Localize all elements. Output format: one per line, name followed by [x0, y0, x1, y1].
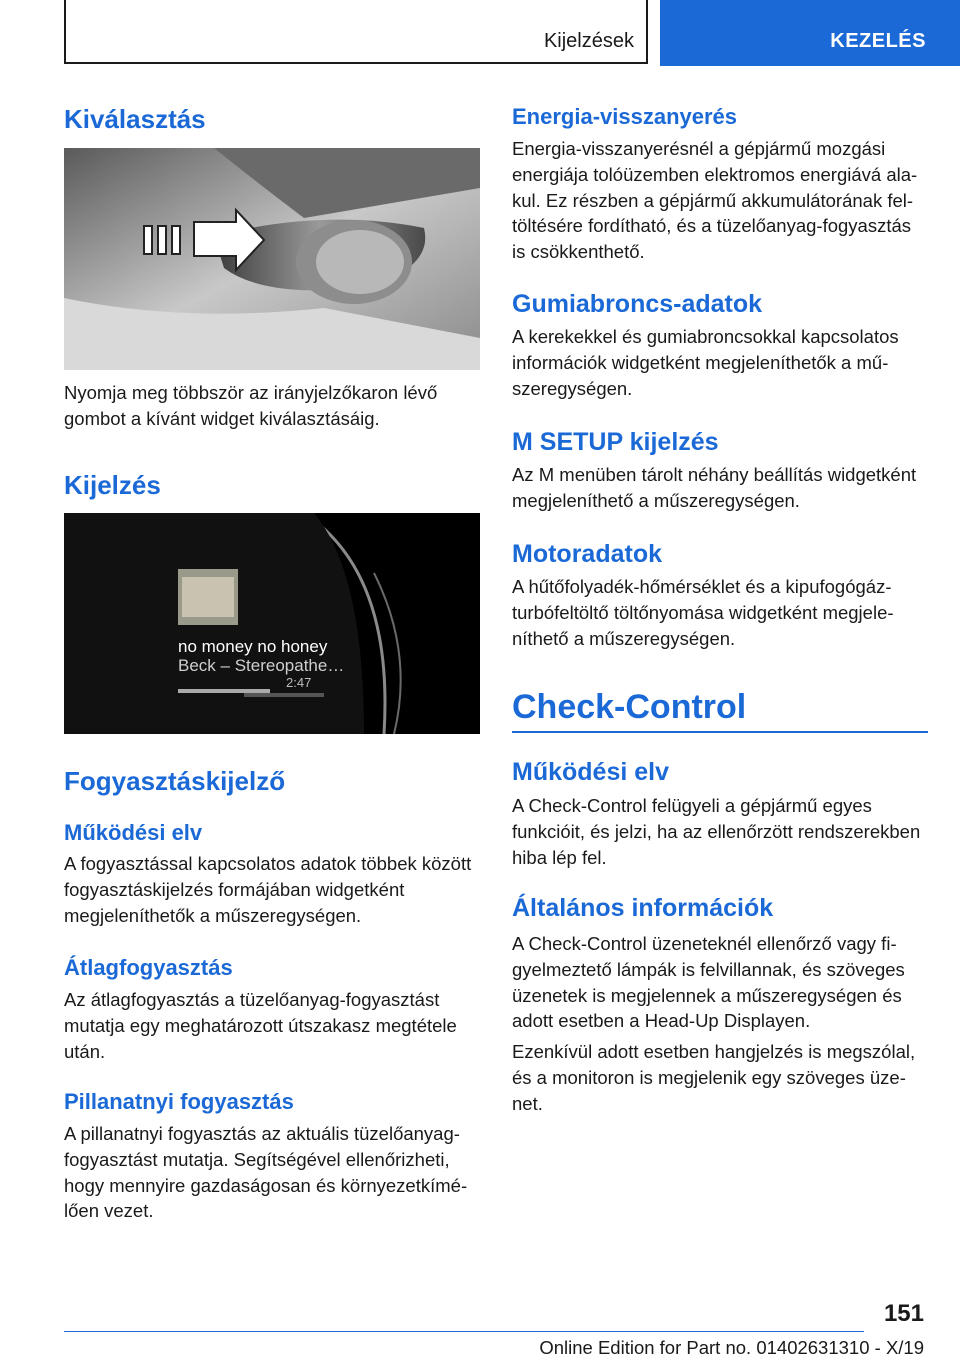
heading-display: Kijelzés [64, 470, 161, 500]
paragraph-select: Nyomja meg többször az irányjelzőkaron lévő gombot a kívánt widget kiválasztásáig. [64, 382, 438, 429]
header-chapter-tab [660, 0, 960, 66]
heading-average: Átlagfogyasztás [64, 955, 233, 980]
heading-tyre: Gumiabroncs-adatok [512, 290, 763, 318]
heading-msetup: M SETUP kijelzés [512, 428, 719, 456]
paragraph-cc-principle: A Check-Control felügyeli a gépjármű egyes funkcióit, és jelzi, ha az ellenőrzött rendszerekben hiba lép fel. [512, 795, 921, 868]
display-track-title: no money no honey [178, 637, 328, 656]
paragraph-general-2: Ezenkívül adott esetben hangjelzés is megszólal, és a monitoron is megjelenik egy szöveges üzenet. [512, 1041, 916, 1114]
chapter-title: KEZELÉS [830, 30, 926, 52]
heading-energy: Energia-visszanyerés [512, 104, 738, 129]
paragraph-energy: Energia-visszanyerésnél a gépjármű mozgási energiája tolóüzemben elektromos energiává alakul. Ez részben a gépjármű akkumulátorának feltöltésére fordítható, és a tüzelőanyag-fogyasztás is csökkenthető. [512, 138, 918, 263]
heading-cc-principle: Működési elv [512, 758, 669, 786]
section-title: Kijelzések [543, 30, 634, 52]
paragraph-tyre: A kerekekkel és gumiabroncsokkal kapcsolatos információk widgetként megjeleníthetők a műszeregységen. [512, 326, 899, 399]
footer-divider [64, 1331, 864, 1332]
paragraph-msetup: Az M menüben tárolt néhány beállítás widgetként megjeleníthető a műszeregységen. [512, 464, 917, 511]
page-number: 151 [883, 1300, 924, 1327]
heading-select: Kiválasztás [64, 104, 206, 134]
paragraph-current: A pillanatnyi fogyasztás az aktuális tüzelőanyag-fogyasztást mutatja. Segítségével ellenőrizheti, hogy mennyire gazdaságosan és környezetkímélően vezet. [64, 1123, 468, 1222]
cluster-display-image [64, 513, 480, 734]
heading-consumption: Fogyasztáskijelző [64, 766, 286, 796]
header-section-box [64, 0, 648, 64]
display-track-time: 2:47 [286, 675, 312, 690]
heading-principle: Működési elv [64, 820, 203, 845]
paragraph-general-1: A Check-Control üzeneteknél ellenőrző vagy figyelmeztető lámpák is felvillannak, és szöveges üzenetek is megjelennek a műszeregységen és adott esetben a Head-Up Displayen. [512, 933, 905, 1032]
heading-current: Pillanatnyi fogyasztás [64, 1089, 294, 1114]
paragraph-principle: A fogyasztással kapcsolatos adatok többek között fogyasztáskijelzés formájában widgetként megjeleníthetők a műszeregységen. [64, 853, 472, 926]
check-control-divider [512, 731, 928, 733]
turn-signal-lever-image [64, 148, 480, 370]
footer-edition: Online Edition for Part no. 01402631310 - X/19 [539, 1337, 924, 1358]
heading-general: Általános információk [512, 894, 774, 922]
display-track-artist: Beck – Stereopathe… [178, 656, 345, 675]
paragraph-average: Az átlagfogyasztás a tüzelőanyag-fogyasztást mutatja egy meghatározott útszakasz megtétele után. [64, 989, 457, 1062]
heading-check-control: Check-Control [512, 688, 747, 726]
heading-engine: Motoradatok [512, 540, 662, 568]
cluster-display-graphic [64, 513, 480, 734]
paragraph-engine: A hűtőfolyadék-hőmérséklet és a kipufogógáz-turbófeltöltő töltőnyomása widgetként megjeleníthető a műszeregységen. [512, 576, 894, 649]
